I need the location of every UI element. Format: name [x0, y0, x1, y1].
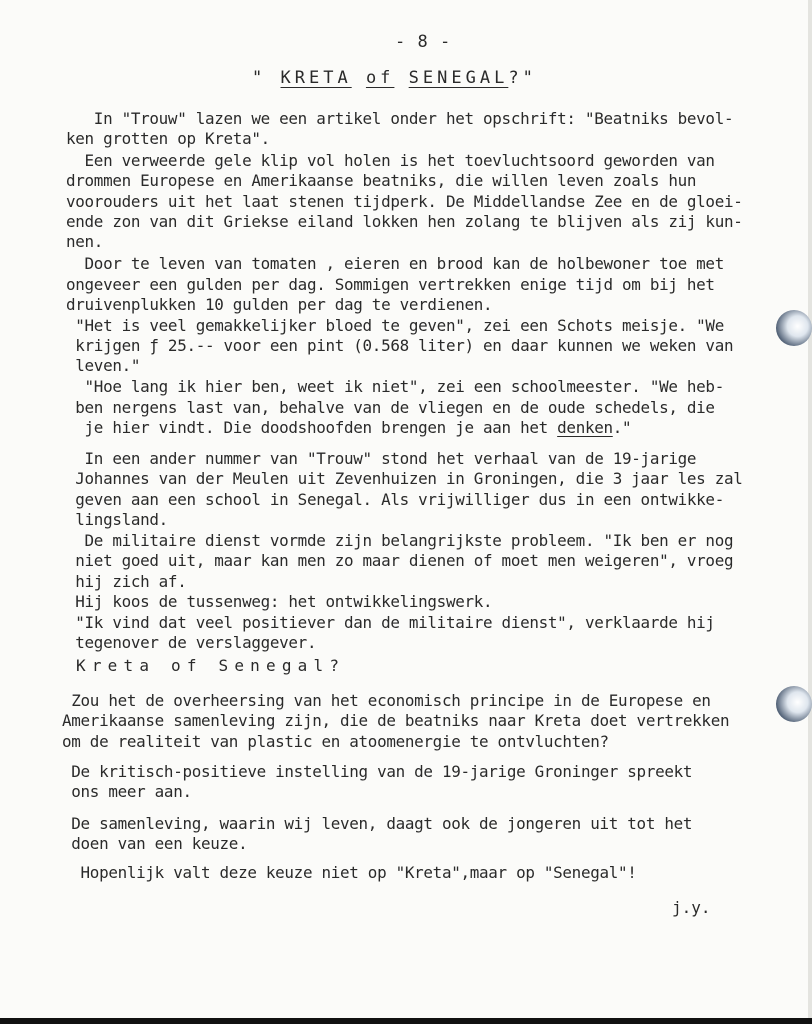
text-line: Zou het de overheersing van het economisch principe in de Europese en: [62, 691, 711, 710]
text-line: In "Trouw" lazen we een artikel onder het opschrift: "Beatniks bevol-: [66, 109, 734, 128]
title-close: ?": [508, 68, 537, 88]
title-open-quote: ": [252, 68, 267, 88]
text-line: In een ander nummer van "Trouw" stond het verhaal van de 19-jarige: [66, 449, 697, 468]
text-line: krijgen ƒ 25.-- voor een pint (0.568 liter) en daar kunnen we weken van: [66, 336, 734, 355]
underlined-word: denken: [557, 418, 613, 437]
page-title: [252, 68, 537, 88]
page-edge: [808, 0, 812, 1024]
text-line: Johannes van der Meulen uit Zevenhuizen in Groningen, die 3 jaar les zal: [66, 469, 743, 488]
scan-edge: [0, 1018, 812, 1024]
text-line-end: .": [612, 418, 632, 437]
text-line: niet goed uit, maar kan men zo maar dienen of moet men weigeren", vroeg: [66, 551, 734, 570]
text-line: druivenplukken 10 gulden per dag te verdienen.: [66, 295, 493, 314]
text-line: "Ik vind dat veel positiever dan de militaire dienst", verklaarde hij: [66, 613, 715, 632]
text-line: De samenleving, waarin wij leven, daagt ook de jongeren uit tot het: [62, 814, 693, 833]
title-word-senegal: SENEGAL: [408, 68, 509, 88]
text-line: Amerikaanse samenleving zijn, die de beatniks naar Kreta doet vertrekken: [62, 711, 730, 730]
text-line: Door te leven van tomaten , eieren en brood kan de holbewoner toe met: [66, 254, 724, 273]
page-number: - 8 -: [395, 32, 452, 52]
text-line: doen van een keuze.: [62, 834, 248, 853]
text-line: geven aan een school in Senegal. Als vrijwilliger dus in een ontwikke-: [66, 490, 724, 509]
text-line: drommen Europese en Amerikaanse beatniks, die willen leven zoals hun: [66, 171, 697, 190]
punch-hole: [776, 686, 812, 722]
title-word-of: of: [365, 68, 395, 88]
text-line: Een verweerde gele klip vol holen is het toevluchtsoord geworden van: [66, 151, 715, 170]
text-line: ken grotten op Kreta".: [66, 129, 270, 148]
text-line: nen.: [66, 232, 104, 251]
text-line: "Hoe lang ik hier ben, weet ik niet", zei een schoolmeester. "We heb-: [66, 377, 724, 396]
text-line: Hij koos de tussenweg: het ontwikkelingswerk.: [66, 592, 493, 611]
text-line: De kritisch-positieve instelling van de 19-jarige Groninger spreekt: [62, 762, 693, 781]
text-line: hij zich af.: [66, 572, 187, 591]
text-line: ende zon van dit Griekse eiland lokken hen zolang te blijven als zij kun-: [66, 212, 743, 231]
text-line: voorouders uit het laat stenen tijdperk. De Middellandse Zee en de gloei-: [66, 192, 743, 211]
text-line: ben nergens last van, behalve van de vliegen en de oude schedels, die: [66, 398, 715, 417]
text-line: Hopenlijk valt deze keuze niet op "Kreta",maar op "Senegal"!: [62, 863, 637, 882]
text-line: De militaire dienst vormde zijn belangrijkste probleem. "Ik ben er nog: [66, 531, 734, 550]
text-line: ons meer aan.: [62, 782, 192, 801]
text-line-start: je hier vindt. Die doodshoofden brengen je aan het: [66, 418, 558, 437]
text-line: ongeveer een gulden per dag. Sommigen vertrekken enige tijd om bij het: [66, 275, 715, 294]
text-line: "Het is veel gemakkelijker bloed te geven", zei een Schots meisje. "We: [66, 316, 724, 335]
punch-hole: [776, 310, 812, 346]
text-line: tegenover de verslaggever.: [66, 633, 317, 652]
signature-initials: j.y.: [672, 898, 711, 917]
text-line: leven.": [66, 356, 141, 375]
text-line: [66, 417, 631, 439]
section-subheading: Kreta of Senegal?: [76, 656, 346, 675]
title-word-kreta: KRETA: [280, 68, 352, 88]
text-line: om de realiteit van plastic en atoomenergie te ontvluchten?: [62, 732, 609, 751]
text-line: lingsland.: [66, 510, 168, 529]
